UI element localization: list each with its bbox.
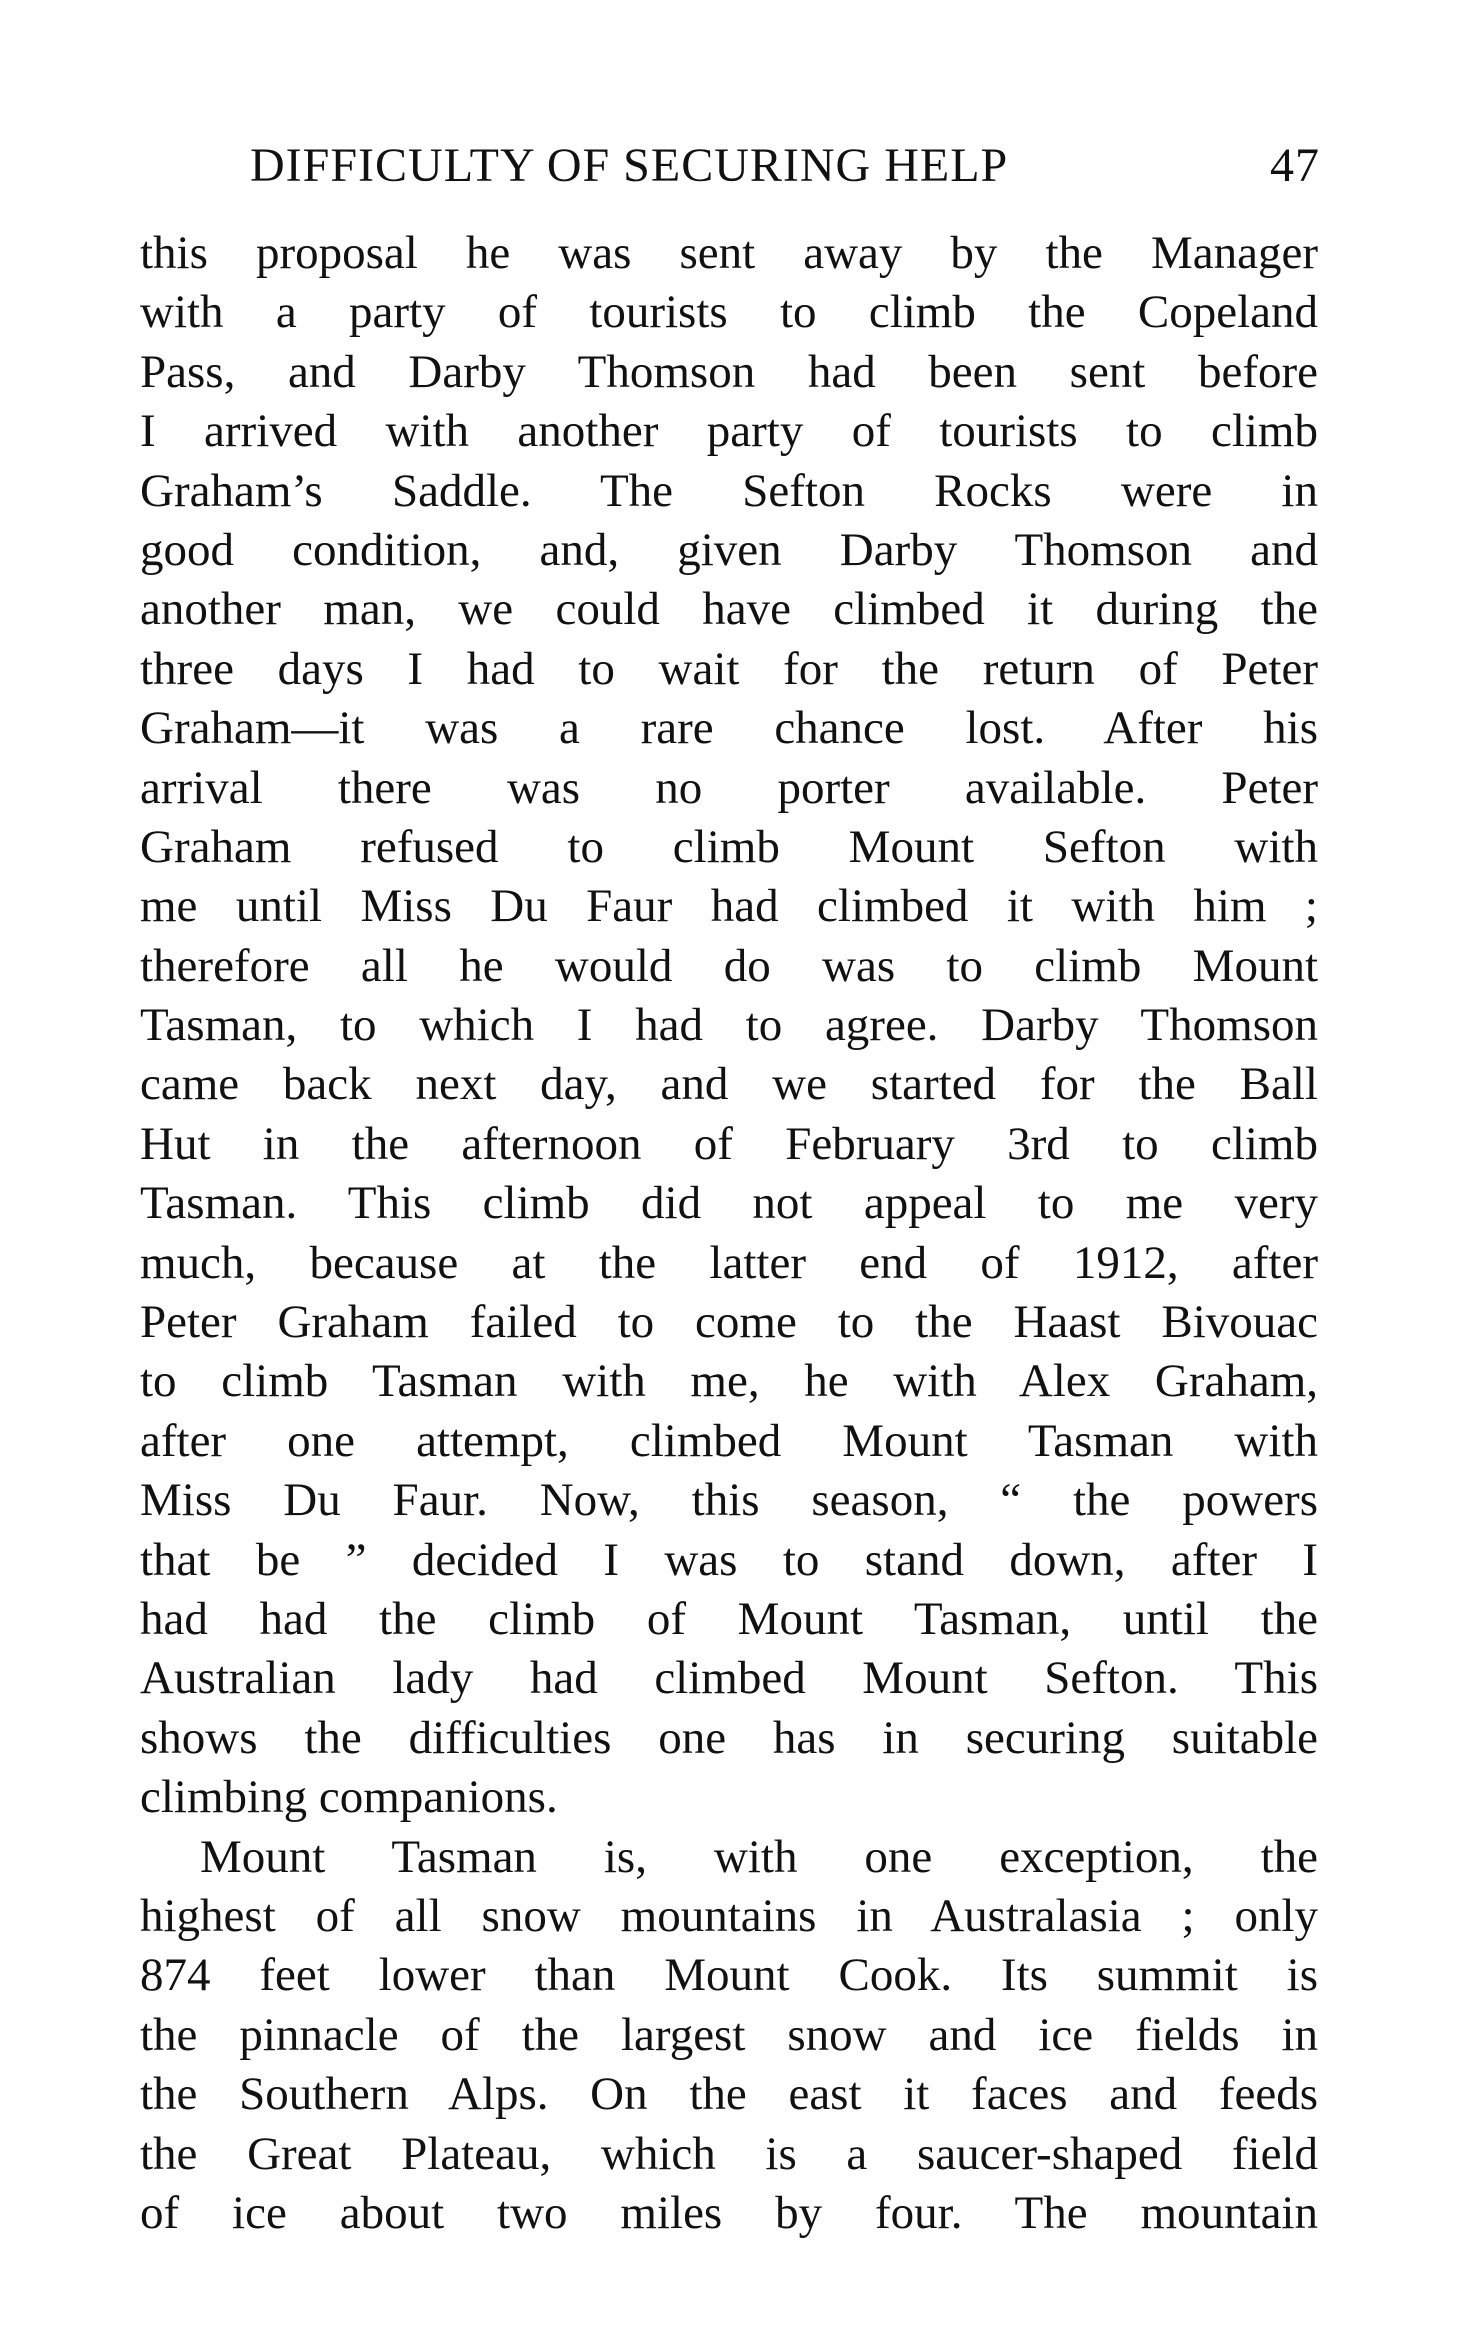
paragraph-1: [140, 224, 1318, 1828]
text-line: much, because at the latter end of 1912, after: [140, 1236, 1318, 1289]
text-line: the Great Plateau, which is a saucer-shaped field: [140, 2127, 1318, 2180]
text-line: arrival there was no porter available. Peter: [140, 761, 1318, 814]
text-line: good condition, and, given Darby Thomson and: [140, 523, 1318, 576]
paragraph-2: [140, 1828, 1318, 2244]
text-line: the Southern Alps. On the east it faces and feeds: [140, 2068, 1318, 2121]
text-line: came back next day, and we started for the Ball: [140, 1058, 1318, 1111]
text-line: me until Miss Du Faur had climbed it with him ;: [140, 880, 1318, 933]
running-head: [250, 136, 1320, 196]
text-line: Tasman. This climb did not appeal to me very: [140, 1177, 1318, 1230]
page-number: 47: [1270, 139, 1320, 192]
text-line: after one attempt, climbed Mount Tasman with: [140, 1414, 1318, 1467]
text-line: another man, we could have climbed it during the: [140, 583, 1318, 636]
text-line: Graham—it was a rare chance lost. After his: [140, 702, 1318, 755]
text-line: had had the climb of Mount Tasman, until the: [140, 1592, 1318, 1645]
text-line: this proposal he was sent away by the Manager: [140, 227, 1318, 279]
text-line: Miss Du Faur. Now, this season, “ the powers: [140, 1474, 1318, 1527]
body-text: [140, 224, 1318, 2243]
text-line: Graham’s Saddle. The Sefton Rocks were in: [140, 464, 1318, 517]
text-line: shows the difficulties one has in securing suitable: [140, 1711, 1318, 1764]
text-line: three days I had to wait for the return of Peter: [140, 642, 1318, 695]
text-line: highest of all snow mountains in Australasia ; only: [140, 1889, 1318, 1942]
text-line: Australian lady had climbed Mount Sefton. This: [140, 1652, 1318, 1705]
text-line: I arrived with another party of tourists to climb: [140, 405, 1318, 458]
text-line: Tasman, to which I had to agree. Darby Thomson: [140, 999, 1318, 1052]
text-line: Graham refused to climb Mount Sefton with: [140, 820, 1318, 873]
text-line: therefore all he would do was to climb Mount: [140, 939, 1318, 992]
text-line: climbing companions.: [140, 1771, 558, 1824]
text-line: of ice about two miles by four. The mountain: [140, 2186, 1318, 2239]
text-line: 874 feet lower than Mount Cook. Its summit is: [140, 1949, 1318, 2002]
text-line: that be ” decided I was to stand down, after I: [140, 1533, 1318, 1586]
text-line: to climb Tasman with me, he with Alex Graham,: [140, 1355, 1318, 1408]
chapter-running-title: DIFFICULTY OF SECURING HELP: [250, 139, 1009, 192]
text-line: with a party of tourists to climb the Copeland: [140, 286, 1318, 339]
text-line: Pass, and Darby Thomson had been sent before: [140, 345, 1318, 398]
text-line: Mount Tasman is, with one exception, the: [200, 1830, 1318, 1883]
text-line: the pinnacle of the largest snow and ice fields in: [140, 2008, 1318, 2061]
text-line: Hut in the afternoon of February 3rd to climb: [140, 1117, 1318, 1170]
text-line: Peter Graham failed to come to the Haast Bivouac: [140, 1296, 1318, 1349]
